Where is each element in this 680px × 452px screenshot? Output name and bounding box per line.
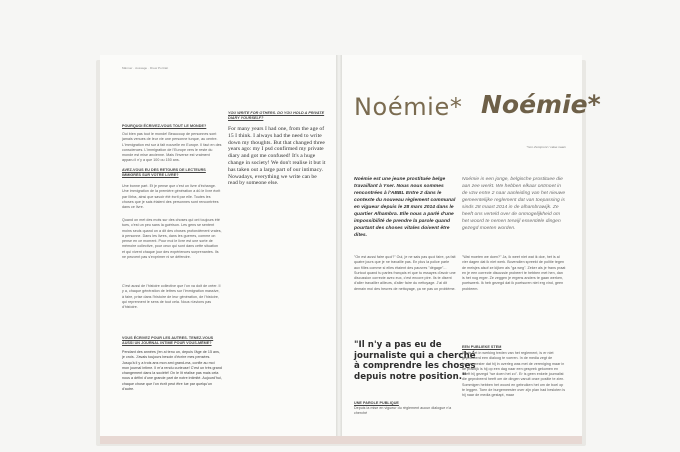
answer-paragraph-5: Pendant des années j'en ai tenu un, depuis l'âge de 15 ans, je crois. J'avais toujours besoin d'écrire mes pensées. Jusqu'à il y a trois ans mon ami grand-ma, confie au moi mon journal intime. Il m'a rendu curieuse! C'est un très grand changement dans la société! On le lit réalise pas mais cela nous a défini d'une grande part de notre intimité. Aujourd'hui, chaque chose que l'on écrit peut être lue par quelqu'un d'autre. [122,350,222,392]
cover-edge [100,436,582,444]
question-heading-1: POURQUOI ÉCRIVEZ-VOUS TOUT LE MONDE? [122,124,207,128]
running-header: Männer · Aussage · Drew Portrait [122,66,169,70]
answer-paragraph-2: Une bonne part. Et je pense que c'est un livre d'échange. Une immigration de la première génération a dû le livre écrit par Ilirba, ainsi que savoir été écrit par elle. Toutes les choses que je sais étaient des personnes sont rencontrées dans ce livre. [122,184,221,210]
question-heading-en: YOU WRITE FOR OTHERS. DO YOU HOLD A PRIVATE DIARY YOURSELF? [228,111,325,120]
title-noemie-regular: Noémie* [354,93,463,121]
pull-quote: "Il n'y a pas eu de journaliste qui a cherché à comprendre les choses depuis notre position." [354,340,476,382]
answer-paragraph-1: Oui bien pas tout le monde! Beaucoup de personnes sont jamais venues de leur vie une personne turque, au centre. L'immigration est sur à fait nouvelle en Europe. Il faut en des consciences. L'immigration de l'Europe vers le reste du monde est mise ancienne. Mais l'inverse est vraiment apparu il n'y a que 100 ou 150 ans. [122,132,222,163]
question-heading-2: AVEZ-VOUS EU DES RETOURS DE LECTEURS IMMIGRÉS SUR VOTRE LIVRE? [122,168,206,177]
intro-nl: Noémie is een jonge, belgische prostituee die aan zee werkt. We hebben elkaar ontmoet in de vzw entre 2 naar aanleiding van het nieuwe gemeentelijke reglement dat van toepassing is sinds 28 maart 2014 in de alhambrawijk. Ze heeft ons verteld over de onmogelijkheid om het woord te nemen terwijl essentiële dingen gezegd moeten worden. [462,177,566,231]
subheading-fr: UNE PAROLE PUBLIQUE [354,401,399,405]
body-nl: "Wat moeten we doen?" Ja, ik weet niet wat ik doe, het is al vier dagen dat ik niet werk. Bovendien spreekt de politie tegen de meisjes alsof ze kijken als "ga weg". Zeker als je frans praat en je een correcte discussie probeert te hebben met hen, dan is het nog erger. Ze zeggen je ergens anders te gaan werken, poetswerk. Ik heb gezegd dat ik poetsuren niet erg vind, geen probleem. [462,255,566,291]
answer-paragraph-en: For many years I had one, from the age of 15 I think. I always had the need to write down my thoughts. But that changed three years ago: my I psd confirmed my private diary and got me confused! It's a huge change in society! We don't realise it but it has taken out a large part of our intimacy. Nowadays, everything we write can be read by someone else. [228,126,326,187]
subsection-nl: Sinds het in werking treden van het reglement, is er niet geprobeerd een dialoog te voeren. In de media zegt de burgemeester dat hij in overleg was met de vereniging maar in de praktijk is hij op een dag naar een gesprek gekomen en heeft hij gezegd "we doen het zo". Er is geen enkele journalist die geprobeerd heeft om de dingen vanuit onze positie te zien. Sommigen hebben het woord en gebruiken het om de boel op te leggen. Toen de burgemeester over zijn plan had besloten is hij naar de media gestapt, maar [462,351,566,398]
question-heading-3: VOUS ÉCRIVEZ POUR LES AUTRES. TENEZ-VOUS AUSSI UN JOURNAL INTIME POUR VOUS-MÊME? [122,336,214,345]
subsection-fr: Depuis la mise en vigueur du règlement aucun dialogue n'a cherché [354,406,452,416]
title-noemie-bold: Noémie* [481,90,601,119]
spine [336,55,342,438]
answer-paragraph-3: Quand on met des mots sur des choses qui ont toujours été tues, c'est un peu sans la guérison. Les gens se sentent moins seuls quand on a dit des choses profondément vraies, à personne. Dans les livres, dans les guerres, comme on pense en ce moment. Pour moi le livre est une sorte de mémoire collective, pour ceux qui sont dans cette situation et qui vivent chaque jour des expériences surprenantes. Ils ne peuvent pas s'exprimer ni se défendre. [122,218,222,260]
body-fr: "On est aussi faire quoi?" Oui, je ne sais pas quoi faire, ça fait quatre jours que je ne travaille pas. En plus la police parle aux filles comme si elles étaient des pauvres "dégage"... Surtout quand tu parles français et que tu essayes d'avoir une discussion correcte avec eux, c'est encore pire. Ils te disent d'aller travailler ailleurs, d'aller faire du nettoyage. J'ai dit demain moi des heures de nettoyage, ça ne pas un problème. [354,255,456,291]
intro-fr: Noémie est une jeune prostituée belge travaillant à Yser. Nous nous sommes rencontrées à l'ABBL Entre 2 dans le contexte du nouveau règlement communal en vigueur depuis le 28 mars 2014 dans le quartier Alhambra. Elle nous a parlé d'une impossibilité de prendre la parole quand pourtant des choses vitales doivent être dites. [354,177,456,238]
pseudonym-note: *non d'emprunt / valse naam [526,145,566,149]
answer-paragraph-4: C'est aussi de l'histoire collective que l'on va doit de créer. Il y a, chaque génération de lettres sur l'immigration massive, à faire, prise dans l'histoire de leur génération, de l'histoire, qui reprennent le sens de tout cela. Nous n'avions pas d'histoire. [122,284,221,310]
subheading-nl: EEN PUBLIEKE STEM [462,345,502,349]
